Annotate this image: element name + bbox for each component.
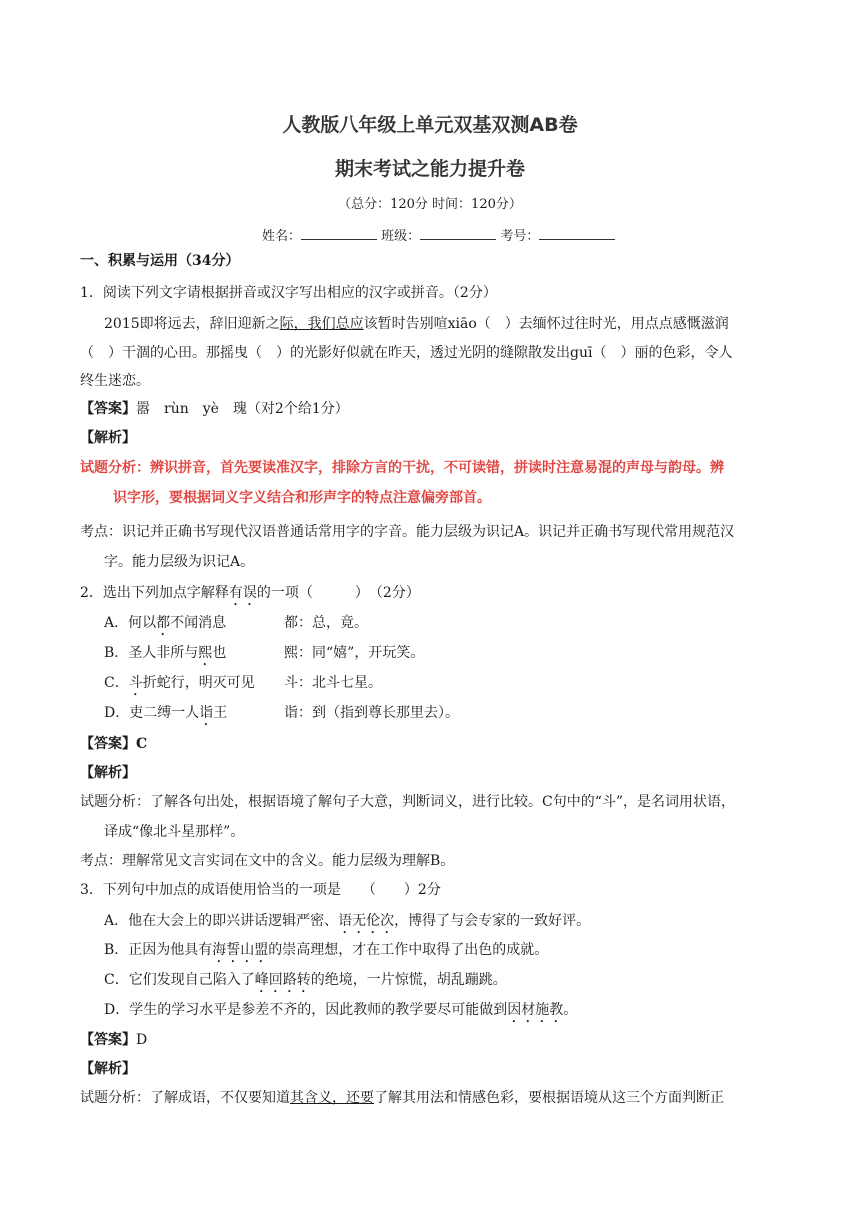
q2-option-b-explanation: 熙：同“嬉”，开玩笑。 — [284, 645, 425, 661]
answer-text: D — [136, 1032, 148, 1048]
q1-passage-line3: 终生迷恋。 — [80, 373, 150, 389]
class-blank — [420, 227, 496, 240]
q3-analysis-line1: 试题分析：了解成语，不仅要知道其含义，还要了解其用法和情感色彩，要根据语境从这三个方面判断正 — [80, 1090, 724, 1106]
q2-option-d-explanation: 诣：到（指到尊长那里去）。 — [284, 705, 459, 721]
q3-analysis-label: 【解析】 — [80, 1061, 136, 1077]
q2-analysis-line1: 试题分析：了解各句出处，根据语境了解句子大意，判断词义，进行比较。C句中的“斗”，是名词用状语， — [80, 794, 736, 810]
q2-point: 考点：理解常见文言实词在文中的含义。能力层级为理解B。 — [80, 853, 455, 869]
q3-option-d: D．学生的学习水平是参差不齐的，因此教师的教学要尽可能做到因材施教。 — [104, 1002, 578, 1018]
q3-prompt: 3．下列句中加点的成语使用恰当的一项是 （ ）2分 — [80, 882, 441, 898]
q3-answer — [80, 1030, 147, 1050]
q2-option-a-explanation: 都：总，竟。 — [284, 615, 368, 631]
class-label: 班级： — [381, 229, 421, 244]
q2-option-b: B．圣人非所与熙也 — [104, 645, 227, 661]
score-time-info: （总分：120分 时间：120分） — [338, 197, 522, 212]
q1-point-line2: 字。能力层级为识记A。 — [104, 554, 255, 570]
underlined-text: 际，我们总应 — [279, 316, 364, 332]
q2-option-d: D．吏二缚一人诣王 — [104, 705, 228, 721]
q1-analysis-label: 【解析】 — [80, 430, 136, 446]
answer-label: 【答案】 — [80, 736, 136, 752]
q1-point-line1: 考点：识记并正确书写现代汉语普通话常用字的字音。能力层级为识记A。识记并正确书写现代常用规范汉 — [80, 524, 735, 540]
q3-option-b: B．正因为他具有海誓山盟的崇高理想，才在工作中取得了出色的成就。 — [104, 942, 549, 958]
answer-label: 【答案】 — [80, 401, 136, 417]
q1-passage-line2: （ ）干涸的心田。那摇曳（ ）的光影好似就在昨天，透过光阴的缝隙散发出guī（ ）丽的色彩，令人 — [80, 345, 733, 361]
name-blank — [301, 227, 377, 240]
answer-text: C — [136, 736, 148, 752]
q2-prompt: 2．选出下列加点字解释有误的一项（ ） （2分） — [80, 585, 420, 601]
q2-answer — [80, 734, 147, 754]
q2-option-a: A．何以都不闻消息 — [104, 615, 227, 631]
answer-text: 嚣 rùn yè 瑰（对2个给1分） — [136, 401, 349, 417]
q1-red-analysis-line1: 试题分析：辨识拼音，首先要读准汉字，排除方言的干扰，不可读错，拼读时注意易混的声母与韵母。辨 — [80, 460, 724, 476]
q3-option-a: A．他在大会上的即兴讲话逻辑严密、语无伦次，博得了与会专家的一致好评。 — [104, 913, 591, 929]
q2-analysis-label: 【解析】 — [80, 765, 136, 781]
q2-option-c: C．斗折蛇行，明灭可见 — [104, 675, 255, 691]
student-info-fields — [262, 225, 615, 244]
q1-answer — [80, 399, 349, 419]
underlined-text: 其含义，还要 — [290, 1090, 374, 1106]
answer-label: 【答案】 — [80, 1032, 136, 1048]
document-title: 人教版八年级上单元双基双测AB卷 — [282, 114, 578, 136]
document-subtitle: 期末考试之能力提升卷 — [334, 158, 525, 180]
q1-prompt: 1．阅读下列文字请根据拼音或汉字写出相应的汉字或拼音。（2分） — [80, 285, 497, 301]
emphasized-text: 有误 — [228, 585, 257, 601]
q2-analysis-line2: 译成“像北斗星那样”。 — [104, 824, 245, 840]
name-label: 姓名： — [262, 229, 302, 244]
q3-option-c: C．它们发现自己陷入了峰回路转的绝境，一片惊慌，胡乱蹦跳。 — [104, 972, 507, 988]
q1-passage-line1: 2015即将远去，辞旧迎新之际，我们总应该暂时告别喧xiāo（ ）去缅怀过往时光，用点点感慨滋润 — [104, 316, 729, 332]
number-blank — [539, 227, 615, 240]
number-label: 考号： — [500, 229, 540, 244]
section-heading: 一、积累与运用（34分） — [80, 253, 240, 269]
q2-option-c-explanation: 斗：北斗七星。 — [284, 675, 382, 691]
q1-red-analysis-line2: 识字形，要根据词义字义结合和形声字的特点注意偏旁部首。 — [113, 490, 491, 506]
